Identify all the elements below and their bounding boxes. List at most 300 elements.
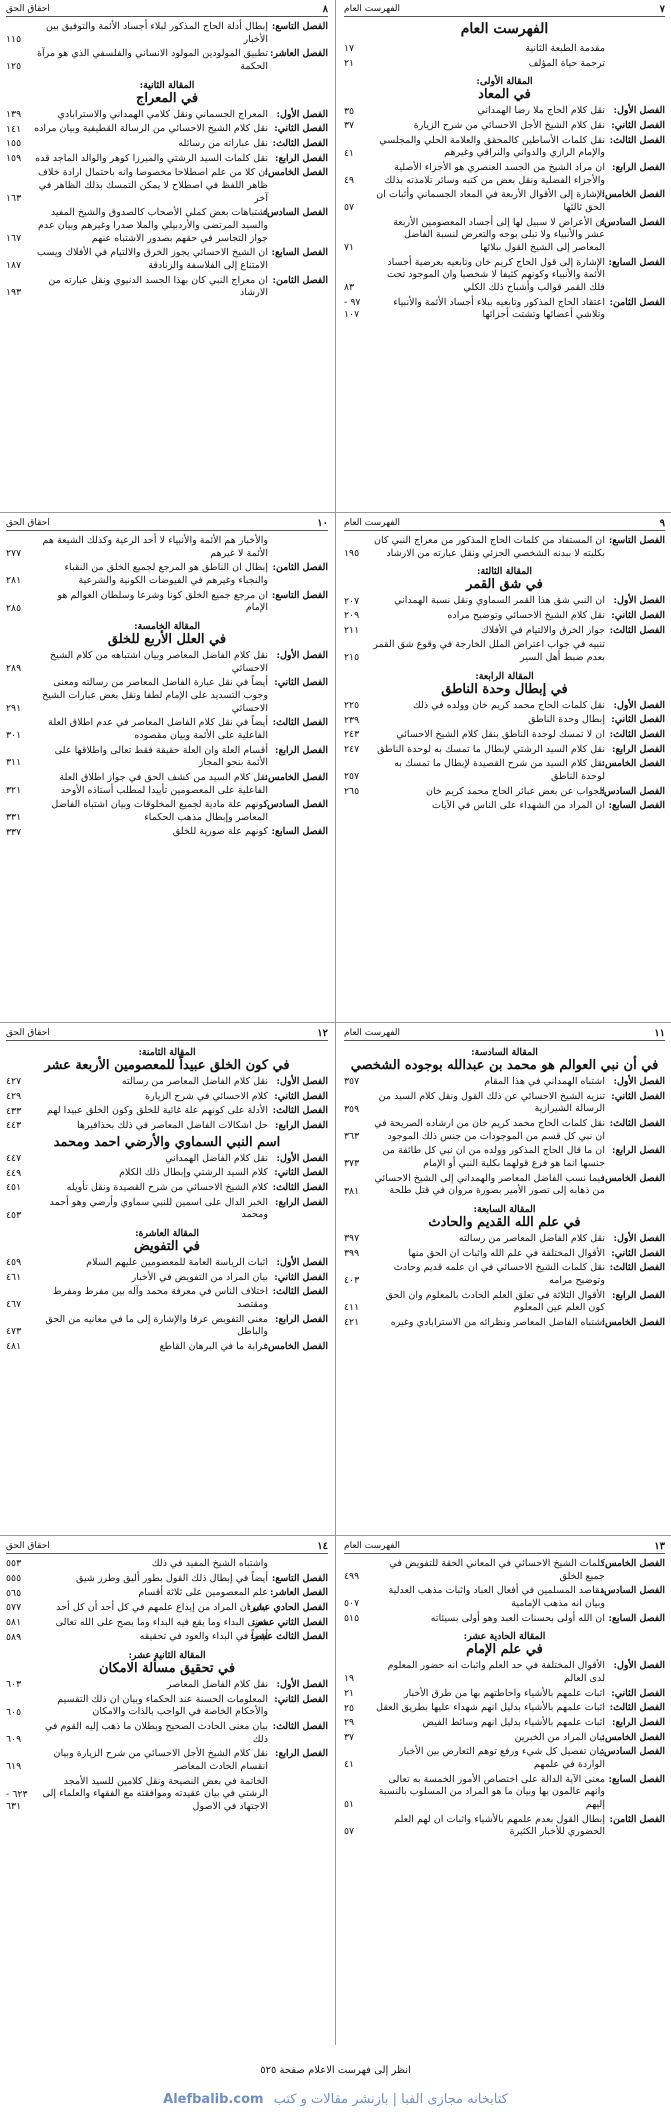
page-header [6,516,328,531]
toc-entry[interactable] [6,1631,328,1644]
toc-entry[interactable] [6,1748,328,1773]
entry-text: المعلومات الحسنة عند الحكماء وبيان ان ذلك التقسيم والأحكام الخاصة في الواجب بالذات والامكان [57,1693,268,1718]
watermark-site-link[interactable]: Alefbalib.com [163,2091,264,2107]
chapter-label: الفصل الخامس: [601,1172,665,1184]
toc-entry[interactable] [344,1118,665,1143]
page-ref: ١٦٣ [6,192,22,204]
page-ref: ٨٣ [344,282,355,294]
page-ref: ١٨٧ [6,260,22,272]
running-head: احقاق الحق [6,4,50,14]
page-ref: ٤١ [344,1759,355,1771]
chapter-label: الفصل الأول: [613,105,665,117]
toc-entry[interactable] [6,207,328,245]
toc-entry[interactable] [6,1617,328,1630]
entry-text: اشتباه الفاضل المعاصر ونظرائه من الاسترابادي وغيره [390,1316,605,1328]
toc-entry[interactable] [6,1776,328,1814]
toc-entry[interactable] [6,1314,328,1339]
running-head: احقاق الحق [6,1028,50,1038]
toc-entry[interactable] [6,826,328,839]
page-ref: ٢٣٩ [344,714,360,726]
entry-text: بيان معنى الحادث الصحيح وبطلان ما ذهب إليه القوم في ذلك [44,1720,268,1745]
entry-text: الجواب عن بعض عبائر الحاج محمد كريم خان [426,785,605,797]
toc-entry[interactable] [344,1585,665,1610]
page-ref: ١٥٥ [6,138,22,150]
toc-entry[interactable] [344,162,665,187]
row-divider-1 [0,512,671,513]
toc-entry[interactable] [344,1732,665,1745]
toc-entry[interactable] [344,1317,665,1330]
chapter-label: الفصل الرابع: [275,744,328,756]
chapter-label: الفصل السابع: [271,247,328,259]
page-ref: ١٣٩ [6,108,22,120]
page-ref: ٣٦٣ [344,1130,360,1142]
toc-entry[interactable] [344,1702,665,1715]
toc-entry[interactable] [344,43,665,56]
chapter-label: الفصل الثاني: [611,609,665,621]
entry-text: كلام السيد الرشتي وإبطال ذلك الكلام [119,1167,268,1179]
section-number: المقالة السابعة: [473,1203,536,1215]
toc-entry[interactable] [6,1197,328,1222]
page-ref: ٤٦٧ [6,1299,22,1311]
entry-text: اشتباهات بعض كملي الأصحاب كالصدوق والشيخ المفيد والسيد المرتضى والأردبيلي والملا صدرا وغيرهم وبيان عدم جواز التجاسر في حقهم بصدور الاشتباه عنهم [37,207,268,244]
page-ref: ٣٠١ [6,730,22,742]
section-title: في إبطال وحدة الناطق [441,681,568,697]
chapter-label-blank [268,535,328,560]
toc-entry[interactable] [344,58,665,71]
chapter-label: الفصل الثاني عشر: [251,1616,328,1628]
entry-text: الأقوال المختلفة في حد العلم واثبات انه حضور المعلوم لدى العالم [387,1660,605,1684]
section-number: المقالة السادسة: [471,1047,538,1058]
toc-entry[interactable] [344,257,665,295]
chapter-label: الفصل السابع: [271,826,328,838]
entry-text: أيضاً في نقل كلام الفاضل المعاصر في عدم اطلاق العلة الفاعلية على الأئمة وبيان مقصوده [48,717,268,741]
toc-entry[interactable] [6,1182,328,1195]
chapter-label: الفصل الثالث: [609,624,665,636]
page-ref: ٥٦٥ [6,1587,22,1599]
entry-text: كلمات الشيخ الاحسائي في المعاني الحقة للتفويض في جميع الخلق [389,1558,605,1582]
chapter-label: الفصل الثاني: [611,1687,665,1699]
entry-text: الإشارة إلى قول الحاج كريم خان وتابعيه بعرضية أجساد الأئمة والأنبياء وكونهم كثيفا لا شخصيا وان الموجود تحت فلك القمر قوالب وأشباح ذلك الكلي [386,256,605,293]
watermark-text: كتابخانه مجازى الفبا | بازنشر مقالات و كتب [273,2091,508,2107]
chapter-label: الفصل الثالث: [272,1286,328,1298]
toc-entry[interactable] [344,1173,665,1198]
chapter-label-blank [605,639,665,664]
toc-entry[interactable] [6,1679,328,1692]
page-number: ١٤ [317,1540,328,1552]
toc-entry[interactable] [344,610,665,623]
page-ref: ٢٢٥ [344,699,360,711]
entry-text: نقل كلام الفاضل المعاصر وبيان اشتباهه من كلام الشيخ الاحسائي [49,649,268,674]
section-title: في المعاد [478,87,531,103]
toc-entry[interactable] [344,105,665,118]
entry-text: ان الأعراض لا سبيل لها إلى أجساد المعصومين الأربعة عشر والأنبياء ولا تبلى بوجه والتعرض لنسبة الفاضل المعاصر إلى الشيخ القول ببلائها [393,216,605,253]
entry-text: المعراج الجسماني ونقل كلامي الهمداني والاسترابادي [57,108,268,120]
page-number: ١٣ [654,1540,665,1552]
page-ref: ٣٧٣ [344,1158,360,1170]
entry-text: ترجمة حياة المؤلف [528,57,605,69]
chapter-label: الفصل الرابع: [275,1119,328,1131]
page-header [344,1026,665,1041]
entry-text: أيضاً في البداء والعود في تحقيقه [139,1631,268,1643]
chapter-label: الفصل السادس: [600,1585,665,1597]
chapter-label: الفصل الثاني: [274,1167,328,1179]
toc-entry[interactable] [344,639,665,664]
page-ref: ٥٨١ [6,1616,22,1628]
chapter-label: الفصل الثاني: [274,1090,328,1102]
page-number: ١٢ [317,1027,328,1039]
chapter-label: الفصل الأول: [613,595,665,607]
toc-entry[interactable] [6,1721,328,1746]
chapter-label: الفصل الثالث: [609,134,665,146]
toc-entry[interactable] [344,297,665,322]
entry-text: نقل كلمات الحاج محمد كريم خان وولده في ذلك [412,699,605,711]
page-ref: ٢٥ [344,1702,355,1714]
entry-text: كونهم علة مادية لجميع المخلوقات وبيان اشتباه الفاضل المعاصر وإبطال مذهب الحكماء [51,799,268,823]
chapter-label: الفصل الثالث: [609,1117,665,1129]
toc-entry[interactable] [6,562,328,587]
section-number: المقالة الرابعة: [475,670,534,682]
chapter-label: الفصل العاشر: [269,1587,328,1599]
toc-entry[interactable] [6,1573,328,1586]
page-ref: ١٩ [344,1673,355,1685]
page-ref: ٤٩ [344,174,355,186]
toc-entry[interactable] [344,1262,665,1287]
page-ref: ٢٤٣ [344,729,360,741]
entry-text: جواز الخرق والالتيام في الأفلاك [480,624,605,636]
toc-entry[interactable] [6,535,328,560]
chapter-label: الفصل السابع: [608,800,665,812]
section-title: في التفويض [134,1238,200,1254]
toc-entry[interactable] [6,1694,328,1719]
toc-entry[interactable] [344,625,665,638]
toc-entry[interactable] [344,189,665,214]
section-title: في تحقيق مسألة الامكان [98,1660,236,1676]
toc-entry[interactable] [6,1558,328,1571]
page-ref: ٢٤٧ [344,743,360,755]
chapter-label: الفصل الرابع: [612,1145,665,1157]
chapter-label: الفصل الرابع: [275,152,328,164]
page-ref: ٣٥٧ [344,1076,360,1088]
entry-text: نقل كلام الشيخ الاحسائي وتوضيح مراده [447,609,605,621]
chapter-label: الفصل العاشر: [269,48,328,60]
toc-entry[interactable] [344,135,665,160]
entry-text: كلام الشيخ الاحسائي من شرح القصيدة ونقل تأويله [66,1181,268,1193]
toc-entry[interactable] [6,1286,328,1311]
page-number: ١١ [654,1027,665,1039]
toc-entry[interactable] [344,120,665,133]
entry-text: الأقوال الثلاثة في تعلق العلم الحادث بالمعلوم وان الحق كون العلم عين المعلوم [385,1289,605,1314]
toc-entry[interactable] [6,48,328,73]
chapter-label: الفصل الأول: [276,1256,328,1268]
page-ref: ٣٩٩ [344,1247,360,1259]
page-ref: ٢١٥ [344,652,360,664]
running-head: الفهرست العام [344,1028,401,1038]
entry-text: ان ما قال الحاج المذكور وولده من ان نبي كل طائفة من جنسها انما هو فرع قولهما بكلية النبي أو الإمام [382,1145,605,1169]
toc-entry[interactable] [6,275,328,300]
page-ref: ١٩٣ [6,287,22,299]
entry-text: الخبر الدال على اسمين للنبي سماوي وأرضي وهو أحمد ومحمد [49,1196,268,1221]
chapter-label: الفصل الخامس: [264,1340,328,1352]
entry-text: اعتقاد الحاج المذكور وتابعيه ببلاء أجساد الأئمة والأنبياء وتلاشي أعضائها وتشتت أجزائها [393,296,605,321]
toc-entry[interactable] [344,786,665,799]
chapter-label: الفصل الثالث: [609,1702,665,1714]
page-ref: ٤٧٣ [6,1326,22,1338]
page-ref: ٤٥٩ [6,1257,22,1269]
page-ref: ٤٢١ [344,1317,360,1329]
section-number: المقالة الحادية عشر: [463,1631,546,1643]
entry-text: اثبات علمهم بالأشياء واحاطتهم بها من طرق الأخبار [403,1687,605,1699]
toc-entry[interactable] [344,758,665,783]
chapter-label: الفصل الأول: [613,1076,665,1087]
page-ref: ٣٧ [344,1731,355,1743]
toc-entry[interactable] [6,1602,328,1615]
chapter-label: الفصل الثاني: [611,1090,665,1102]
toc-entry[interactable] [344,595,665,608]
chapter-label: الفصل الرابع: [275,1313,328,1325]
entry-text: بيان ان المراد من إيداع علمهم في كل أحد أن كل أحد [56,1601,268,1613]
toc-entry[interactable] [344,1660,665,1685]
page-ref: ٣٢١ [6,784,22,796]
toc-entry[interactable] [344,714,665,727]
entry-text: نقل كلام الفاضل الهمداني [165,1152,268,1164]
toc-entry[interactable] [6,650,328,675]
page-ref: ٣٥ [344,105,355,117]
entry-text: إبطال وحدة الناطق [528,714,605,726]
toc-entry[interactable] [344,1774,665,1812]
toc-entry[interactable] [344,700,665,713]
chapter-label: الفصل السابع: [608,1773,665,1785]
toc-entry[interactable] [344,744,665,757]
entry-text: نقل كلمات الحاج محمد كريم خان من ارشاده الصريحة في ان نبي كل قسم من الموجودات من جنس ذلك الموجود [374,1117,605,1142]
page-ref: ٢٨١ [6,575,22,587]
entry-text: اثبات علمهم بالأشياء بدليل انهم شهداء عليها بطريق العقل [376,1702,605,1714]
entry-text: أيضاً في نقل عبارة الفاضل المعاصر من رسالته ومعنى وجوب التسديد على الإمام لطفا ونقل بعض عبارات الشيخ الاحسائي [42,677,268,714]
section-title: في العلل الأربع للخلق [107,631,227,647]
section-title: في المعراج [135,90,199,106]
toc-entry[interactable] [344,1717,665,1730]
toc-entry[interactable] [344,800,665,813]
entry-text: واشتباه الشيخ المفيد في ذلك [151,1558,268,1569]
page-ref: ٢٠٧ [344,595,360,607]
entry-text: بيان تفصيل كل شيء ورفع توهم التعارض بين الأخبار الواردة في علمهم [399,1746,605,1770]
toc-entry[interactable] [6,153,328,166]
chapter-label: الفصل التاسع: [271,21,328,32]
toc-entry[interactable] [344,217,665,255]
chapter-label: الفصل التاسع: [271,1572,328,1584]
entry-text: غرابة ما في البرهان القاطع [159,1340,268,1352]
toc-entry[interactable] [344,1746,665,1771]
page-7 [338,2,671,510]
toc-entry[interactable] [6,590,328,615]
section-number: المقالة الثالثة: [477,566,532,578]
section-number: المقالة الثانية: [139,79,195,91]
toc-entry[interactable] [344,1233,665,1246]
running-head: الفهرست العام [344,518,401,528]
chapter-label: الفصل الأول: [613,1232,665,1244]
entry-text: ان المستفاد من كلمات الحاج المذكور من معراج النبي كان بكليته لا ببدنه الشخصي الجزئي ونقل عبارته من الارشاد [374,535,605,559]
toc-entry[interactable] [6,138,328,151]
toc-entry[interactable] [6,1587,328,1600]
toc-entry[interactable] [344,729,665,742]
toc-entry[interactable] [6,1167,328,1180]
toc-entry[interactable] [344,1814,665,1839]
toc-entry[interactable] [344,1290,665,1315]
page-header [344,2,665,17]
toc-entry[interactable] [6,677,328,715]
page-ref: ١٦٧ [6,232,22,244]
entry-text: الأدلة على كونهم علة غائية للخلق وكون الخلق عبيدا لهم [46,1105,268,1117]
entry-text: ان مراد الشيخ من الجسد العنصري هو الأجزاء الأصلية والأجزاء الفضلية ونقل بعض من كتبه وسائر تلامذته بذلك [384,161,605,186]
page-number: ٧ [659,3,665,15]
page-9 [338,516,671,1020]
page-ref: ٣٨١ [344,1185,360,1197]
entry-text: إبطال القول بعدم علمهم بالأشياء واثبات ان لهم العلم الحضوري للأخبار الكثيرة [394,1813,605,1838]
entry-text: نقل كلام الفاضل المعاصر من رسالته [458,1232,605,1244]
page-ref: ٢٩ [344,1717,355,1729]
toc-entry[interactable] [6,167,328,205]
chapter-label: الفصل الثاني: [274,1271,328,1283]
toc-entry[interactable] [6,123,328,136]
page-ref: ٥٨٩ [6,1631,22,1643]
section-title: في علم الله القديم والحادث [428,1214,581,1230]
chapter-label: الفصل الأول: [276,1076,328,1087]
toc-entry[interactable] [344,1558,665,1583]
chapter-label: الفصل الأول: [613,1660,665,1672]
page-header [6,1026,328,1041]
chapter-label: الفصل الثالث: [272,1105,328,1117]
entry-text: نقل كلام الشيخ الاحسائي من الرسالة القطيفية وبيان مراده [34,123,268,135]
page-ref: ٢٦٥ [344,785,360,797]
toc-entry[interactable] [6,745,328,770]
toc-entry[interactable] [6,772,328,797]
section-number: المقالة الأولى: [476,76,533,88]
page-header [344,516,665,531]
toc-entry[interactable] [6,1272,328,1285]
section-number: المقالة الثانية عشر: [128,1649,206,1661]
chapter-label: الفصل الأول: [613,699,665,711]
page-number: ١٠ [317,517,328,529]
page-ref: ٤٤٧ [6,1152,22,1164]
chapter-label: الفصل الخامس: [601,758,665,770]
toc-entry[interactable] [6,1076,328,1089]
chapter-label: الفصل السادس: [263,799,328,811]
entry-text: معنى الآية الدالة على اختصاص الأمور الخمسة به تعالى وانهم عالمون بها وبيان ما هو المراد من المسلوب بالنسبة إليهم [378,1773,605,1810]
toc-entry[interactable] [6,1105,328,1118]
section-title: في أن نبي العوالم هو محمد بن عبدالله بوجوده الشخصي [350,1058,659,1073]
entry-text: فيما نسب الفاضل المعاصر والهمداني إلى الشيخ الاحسائي من ذهابه إلى تصور الأمير بصورة مروان في قتل طلحة [374,1172,605,1197]
page-ref: ٤٢٧ [6,1076,22,1088]
page-ref: ٢٥٧ [344,771,360,783]
toc-entry[interactable] [344,1076,665,1089]
section-title: في علم الإمام [466,1642,543,1658]
toc-entry[interactable] [344,535,665,560]
toc-entry[interactable] [6,799,328,824]
toc-entry[interactable] [6,109,328,122]
page-ref: ٣٣٧ [6,826,22,838]
page-ref: ٤٣٣ [6,1105,22,1117]
toc-entry[interactable] [6,1257,328,1270]
entry-text: نقل كلام الفاضل المعاصر [166,1678,268,1690]
page-ref: ٤٥٣ [6,1209,22,1221]
page-12 [0,1026,334,1533]
toc-entry[interactable] [6,247,328,272]
entry-text: الخاتمة في بعض النصيحة ونقل كلامين للسيد الأمجد الرشتي في بيان عقيدته وموافقته مع الفقهاء والعلماء إلى الاجتهاد في الاصول [42,1775,268,1812]
index-title: الفهرست العام [460,21,549,37]
page-ref: ٢٧٧ [6,547,22,559]
chapter-label: الفصل الخامس: [601,1731,665,1743]
toc-entry[interactable] [6,1120,328,1133]
entry-text: نقل عباراته من رسائله [178,137,268,149]
page-ref: ٥٥٥ [6,1572,22,1584]
chapter-label: الفصل الثامن: [272,562,328,574]
chapter-label: الفصل الرابع: [275,1748,328,1760]
entry-text: اثبات الرياسة العامة للمعصومين عليهم السلام [86,1256,268,1268]
entry-text: إبطال ان الناطق هو المرجع لجميع الخلق من النقباء والنجباء وغيرهم في الفيوضات الكونية والشرعية [64,562,268,586]
chapter-label: الفصل الثالث: [272,1720,328,1732]
page-ref: ١٤١ [6,123,22,135]
toc-entry[interactable] [344,1091,665,1116]
entry-text: نقل كلمات السيد الرشتي والميرزا كوهر والوالد الماجد قده [35,152,268,164]
entry-text: نقل كلام الحاج ملا رضا الهمداني [477,105,605,117]
entry-text: اشتباه الهمداني في هذا المقام [484,1076,605,1087]
entry-text: كلام الاحسائي في شرح الزيارة [145,1090,268,1102]
page-ref: ٤٩٩ [344,1570,360,1582]
toc-entry[interactable] [6,717,328,742]
page-ref: ٢١ [344,57,355,69]
toc-entry[interactable] [344,1145,665,1170]
toc-entry[interactable] [344,1248,665,1261]
chapter-label: الفصل الثاني: [274,1693,328,1705]
entry-text: نقل كلام السيد من شرح القصيدة لإبطال ما تمسك به لوحدة الناطق [394,758,605,782]
page-ref: ٤١ [344,147,355,159]
page-ref: ٤١١ [344,1302,360,1314]
chapter-label: الفصل الثاني: [274,677,328,689]
toc-entry[interactable] [344,1613,665,1626]
page-header [6,1539,328,1554]
chapter-label-blank [605,58,665,71]
page-ref: ٣٧ [344,120,355,132]
section-title: في شق القمر [466,577,543,593]
toc-entry[interactable] [6,1153,328,1166]
toc-entry[interactable] [6,1091,328,1104]
entry-text: نقل كلام الفاضل المعاصر من رسالته [121,1076,268,1087]
row-divider-2 [0,1022,671,1023]
chapter-label: الفصل السابع: [608,1612,665,1624]
page-ref: ٣٩٧ [344,1233,360,1245]
chapter-label: الفصل الرابع: [275,1196,328,1208]
page-ref: ٦٠٣ [6,1679,22,1691]
chapter-label: الفصل السادس: [600,785,665,797]
page-number: ٨ [322,3,328,15]
toc-entry[interactable] [6,1341,328,1354]
entry-text: نقل كلام الشيخ الأجل الاحسائي من شرح الزيارة وبيان انقسام الحادث المعاصر [53,1748,268,1772]
chapter-label: الفصل الثاني: [611,119,665,131]
chapter-label: الفصل الرابع: [612,1716,665,1728]
page-number: ٩ [659,517,665,529]
chapter-label-blank [268,1558,328,1571]
chapter-label: الفصل الأول: [276,1152,328,1164]
page-13 [338,1539,671,2047]
row-divider-3 [0,1535,671,1536]
entry-text: تطبيق المولودين المولود الانساني والفلسفي الذي هو مرآة الحكمة [36,48,268,72]
chapter-label: الفصل الثالث: [272,137,328,149]
toc-entry[interactable] [344,1688,665,1701]
chapter-label: الفصل الخامس: [601,1316,665,1328]
page-ref: ١٧ [344,43,355,55]
toc-entry[interactable] [6,21,328,46]
section-number: المقالة الثامنة: [138,1047,196,1058]
page-ref: ٣٥٩ [344,1103,360,1115]
